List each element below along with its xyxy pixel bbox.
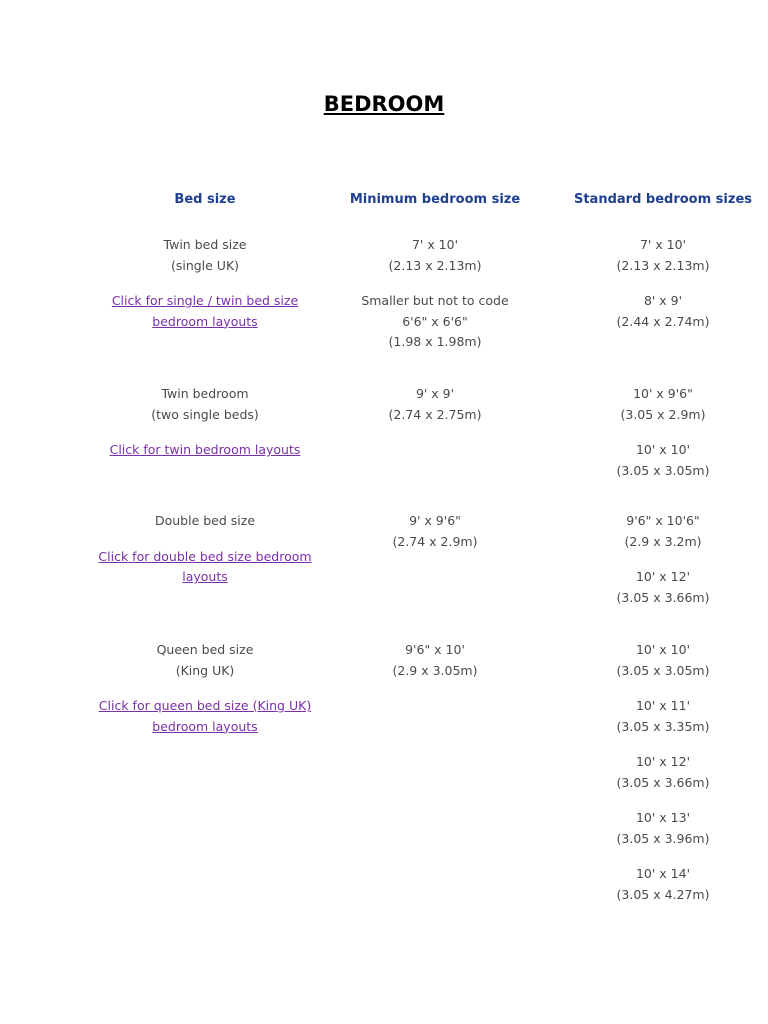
link-line[interactable]: Click for double bed size bedroom [98,548,312,564]
queen-bed-layouts-link[interactable] [84,696,326,737]
twin-bedroom-layouts-link[interactable] [84,440,326,461]
size-imperial: 9'6" x 10' [405,642,465,657]
size-imperial: 10' x 14' [635,866,691,881]
row-twin-bedroom-standard [563,384,763,481]
row-queen-bed-minimum [335,640,535,681]
size-metric: (2.74 x 2.75m) [388,406,482,422]
bed-name-note: (King UK) [175,662,235,678]
header-standard-sizes: Standard bedroom sizes [573,192,752,207]
size-metric: (2.9 x 3.2m) [624,533,702,549]
size-metric: (2.44 x 2.74m) [616,313,710,329]
row-double-bed-minimum [335,511,535,552]
double-bed-layouts-link[interactable] [84,547,326,588]
row-twin-bedroom-minimum [335,384,535,425]
header-minimum-size: Minimum bedroom size [349,192,521,207]
row-double-bed [84,511,326,588]
single-twin-layouts-link[interactable] [84,291,326,332]
size-metric: (3.05 x 3.35m) [616,718,710,734]
size-metric: (3.05 x 3.05m) [616,462,710,478]
size-metric: (2.9 x 3.05m) [392,662,478,678]
size-imperial: 8' x 9' [643,293,683,308]
link-line[interactable]: bedroom layouts [152,313,258,329]
size-metric: (1.98 x 1.98m) [388,334,482,349]
bed-name: Twin bedroom [161,386,249,401]
row-queen-bed [84,640,326,737]
row-queen-bed-standard [563,640,763,905]
size-metric: (3.05 x 4.27m) [616,886,710,902]
row-twin-bed-size [84,235,326,332]
page-title: BEDROOM [323,92,445,116]
link-line[interactable]: layouts [182,569,228,584]
size-metric: (2.13 x 2.13m) [388,257,482,273]
row-twin-bed-standard [563,235,763,332]
bed-name-note: (single UK) [170,257,240,273]
size-metric: (3.05 x 2.9m) [620,406,706,422]
size-metric: (3.05 x 3.96m) [616,830,710,846]
header-bed-size: Bed size [174,192,236,207]
bed-name: Twin bed size [163,237,247,252]
bed-name: Double bed size [154,513,256,528]
size-metric: (3.05 x 3.66m) [616,589,710,605]
size-imperial: 10' x 11' [635,698,691,713]
bed-name-note: (two single beds) [151,406,259,422]
size-imperial: 10' x 12' [635,754,691,769]
link-line[interactable]: Click for queen bed size (King UK) [98,698,312,713]
link-line[interactable]: Click for single / twin bed size [111,293,299,308]
size-imperial: 10' x 12' [635,569,691,584]
size-metric: (2.13 x 2.13m) [616,257,710,273]
size-metric: (2.74 x 2.9m) [392,533,478,549]
size-metric: (3.05 x 3.66m) [616,774,710,790]
size-imperial: 10' x 13' [635,810,691,825]
size-imperial: 10' x 10' [635,642,691,657]
bed-name: Queen bed size [156,642,254,657]
size-imperial: 6'6" x 6'6" [402,313,468,329]
size-imperial: 7' x 10' [411,237,459,252]
row-twin-bedroom [84,384,326,461]
link-line[interactable]: bedroom layouts [152,718,258,734]
size-imperial: 9'6" x 10'6" [626,513,700,528]
row-double-bed-standard [563,511,763,608]
size-imperial: 9' x 9'6" [409,513,461,528]
size-metric: (3.05 x 3.05m) [616,662,710,678]
size-imperial: 10' x 10' [635,442,691,457]
size-imperial: 10' x 9'6" [633,386,693,401]
size-imperial: 7' x 10' [639,237,687,252]
row-twin-bed-minimum [335,235,535,353]
size-note: Smaller but not to code [361,293,509,308]
size-imperial: 9' x 9' [415,386,455,401]
link-line[interactable]: Click for twin bedroom layouts [109,442,301,457]
